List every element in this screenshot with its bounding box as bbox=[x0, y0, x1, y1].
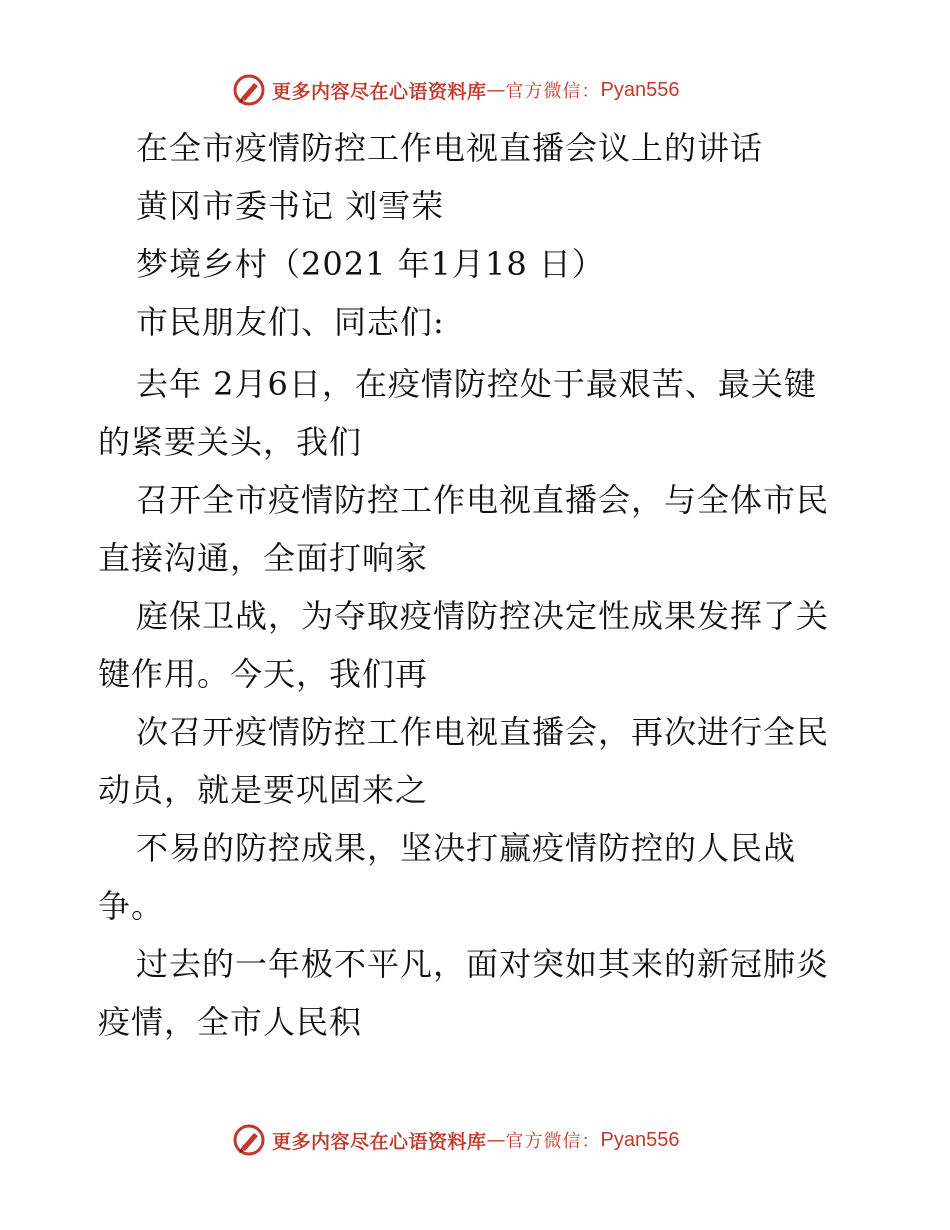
watermark-wechat-label: 官方微信： bbox=[505, 1131, 601, 1152]
body-line: 键作用。今天，我们再 bbox=[98, 655, 429, 693]
watermark-dash: — bbox=[486, 1129, 506, 1151]
watermark-wechat-id: Pyan556 bbox=[600, 78, 680, 101]
body-line: 召开全市疫情防控工作电视直播会，与全体市民 bbox=[136, 481, 830, 519]
body-line: 庭保卫战，为夺取疫情防控决定性成果发挥了关 bbox=[136, 597, 830, 635]
body-line: 次召开疫情防控工作电视直播会，再次进行全民 bbox=[136, 713, 830, 751]
source-date-line: 梦境乡村（2021 年1月18 日） bbox=[136, 245, 605, 283]
watermark-site-name: 更多内容尽在心语资料库 bbox=[272, 1130, 487, 1153]
author-line: 黄冈市委书记 刘雪荣 bbox=[136, 187, 445, 225]
watermark-site-name: 更多内容尽在心语资料库 bbox=[272, 80, 487, 103]
body-line: 的紧要关头，我们 bbox=[98, 423, 363, 461]
watermark-wechat-id: Pyan556 bbox=[600, 1128, 680, 1151]
watermark-footer bbox=[232, 1120, 679, 1160]
body-line: 去年 2月6日，在疫情防控处于最艰苦、最关键 bbox=[136, 365, 817, 403]
body-line: 动员，就是要巩固来之 bbox=[98, 771, 429, 809]
body-line: 疫情，全市人民积 bbox=[98, 1003, 363, 1041]
body-line: 直接沟通，全面打响家 bbox=[98, 539, 429, 577]
body-line: 过去的一年极不平凡，面对突如其来的新冠肺炎 bbox=[136, 945, 830, 983]
pen-logo-icon bbox=[232, 1123, 266, 1157]
watermark-wechat-label: 官方微信： bbox=[505, 81, 601, 102]
body-line: 不易的防控成果，坚决打赢疫情防控的人民战 bbox=[136, 829, 797, 867]
document-title: 在全市疫情防控工作电视直播会议上的讲话 bbox=[136, 129, 764, 167]
salutation: 市民朋友们、同志们: bbox=[136, 303, 445, 341]
pen-logo-icon bbox=[232, 73, 266, 107]
watermark-dash: — bbox=[486, 79, 506, 101]
body-line: 争。 bbox=[98, 887, 165, 925]
watermark-header bbox=[232, 70, 679, 110]
